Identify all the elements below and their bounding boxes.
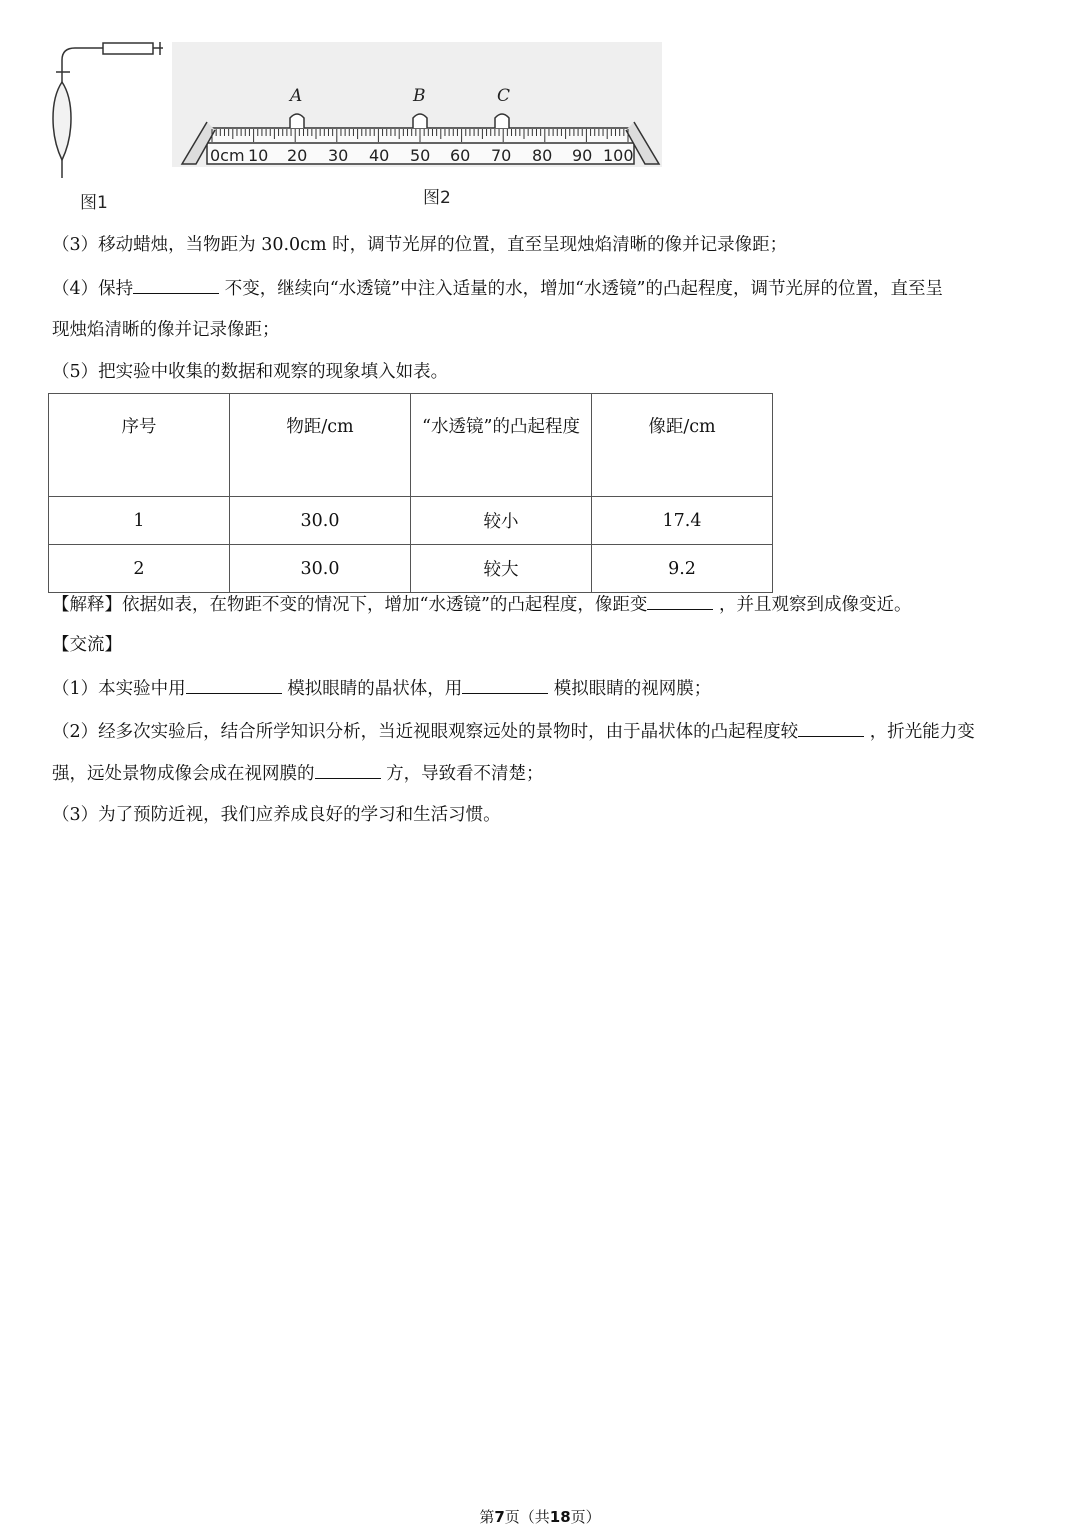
answer-blank[interactable] bbox=[315, 760, 381, 779]
step-4 bbox=[52, 275, 943, 301]
table-row bbox=[49, 545, 773, 593]
scale-label: 70 bbox=[491, 146, 512, 165]
scale-label: 40 bbox=[369, 146, 390, 165]
exchange-q2-continued bbox=[52, 760, 544, 786]
explanation bbox=[52, 591, 911, 617]
table-cell: 较大 bbox=[411, 545, 592, 593]
exchange-q3: （3）为了预防近视，我们应养成良好的学习和生活习惯。 bbox=[52, 805, 501, 825]
footer-text: 第 bbox=[479, 1508, 495, 1526]
marker-a: A bbox=[290, 86, 303, 106]
fig1-caption: 图1 bbox=[80, 193, 108, 213]
explanation-text: ，并且观察到成像变近。 bbox=[713, 595, 912, 615]
table-cell: 30.0 bbox=[230, 545, 411, 593]
table-cell: 9.2 bbox=[592, 545, 773, 593]
table-header-cell: 物距/cm bbox=[230, 394, 411, 497]
table-cell: 17.4 bbox=[592, 497, 773, 545]
marker-b: B bbox=[413, 86, 426, 106]
marker-c: C bbox=[497, 86, 511, 106]
table-row bbox=[49, 497, 773, 545]
data-table bbox=[48, 393, 773, 593]
footer-text: 页（共 bbox=[504, 1508, 550, 1526]
fig2-caption: 图2 bbox=[423, 188, 451, 208]
table-header-cell: 像距/cm bbox=[592, 394, 773, 497]
figure-area bbox=[0, 0, 1080, 225]
table-cell: 30.0 bbox=[230, 497, 411, 545]
syringe-lens-drawing bbox=[53, 42, 163, 178]
q2-text: ，折光能力变 bbox=[864, 722, 975, 742]
scale-label: 0cm bbox=[210, 146, 245, 165]
total-pages: 18 bbox=[549, 1508, 571, 1526]
page-number: 7 bbox=[494, 1508, 505, 1526]
q2-text: 强，远处景物成像会成在视网膜的 bbox=[52, 764, 315, 784]
table-cell: 2 bbox=[49, 545, 230, 593]
scale-label: 10 bbox=[248, 146, 269, 165]
footer-text: 页） bbox=[570, 1508, 601, 1526]
page-footer bbox=[0, 1506, 1080, 1527]
scale-label: 30 bbox=[328, 146, 349, 165]
scale-label: 60 bbox=[450, 146, 471, 165]
table-cell: 1 bbox=[49, 497, 230, 545]
table-header-cell: 序号 bbox=[49, 394, 230, 497]
scale-label: 20 bbox=[287, 146, 308, 165]
step-4-text: （4）保持 bbox=[52, 279, 134, 299]
table-header-row bbox=[49, 394, 773, 497]
scale-label: 90 bbox=[572, 146, 593, 165]
answer-blank[interactable] bbox=[647, 591, 713, 610]
answer-blank[interactable] bbox=[133, 275, 219, 294]
answer-blank[interactable] bbox=[462, 675, 548, 694]
answer-blank[interactable] bbox=[186, 675, 282, 694]
answer-blank[interactable] bbox=[798, 718, 864, 737]
step-4-continued: 现烛焰清晰的像并记录像距； bbox=[52, 320, 280, 340]
table-cell: 较小 bbox=[411, 497, 592, 545]
step-5: （5）把实验中收集的数据和观察的现象填入如表。 bbox=[52, 362, 449, 382]
scale-label: 80 bbox=[532, 146, 553, 165]
q1-text: 模拟眼睛的晶状体，用 bbox=[281, 679, 463, 699]
q1-text: （1）本实验中用 bbox=[52, 679, 186, 699]
q1-text: 模拟眼睛的视网膜； bbox=[548, 679, 712, 699]
q2-text: 方，导致看不清楚； bbox=[380, 764, 544, 784]
q2-text: （2）经多次实验后，结合所学知识分析，当近视眼观察远处的景物时，由于晶状体的凸起程度较 bbox=[52, 722, 799, 742]
step-3: （3）移动蜡烛，当物距为 30.0cm 时，调节光屏的位置，直至呈现烛焰清晰的像并记录像距； bbox=[52, 235, 788, 255]
explanation-text: 【解释】依据如表，在物距不变的情况下，增加“水透镜”的凸起程度，像距变 bbox=[52, 595, 648, 615]
exchange-q2 bbox=[52, 718, 975, 744]
exchange-title: 【交流】 bbox=[52, 635, 122, 655]
table-header-cell: “水透镜”的凸起程度 bbox=[411, 394, 592, 497]
scale-label: 100 bbox=[603, 146, 634, 165]
step-4-text: 不变，继续向“水透镜”中注入适量的水，增加“水透镜”的凸起程度，调节光屏的位置，直至呈 bbox=[219, 279, 943, 299]
experiment-figures bbox=[0, 0, 1080, 225]
scale-label: 50 bbox=[410, 146, 431, 165]
exchange-q1 bbox=[52, 675, 711, 701]
